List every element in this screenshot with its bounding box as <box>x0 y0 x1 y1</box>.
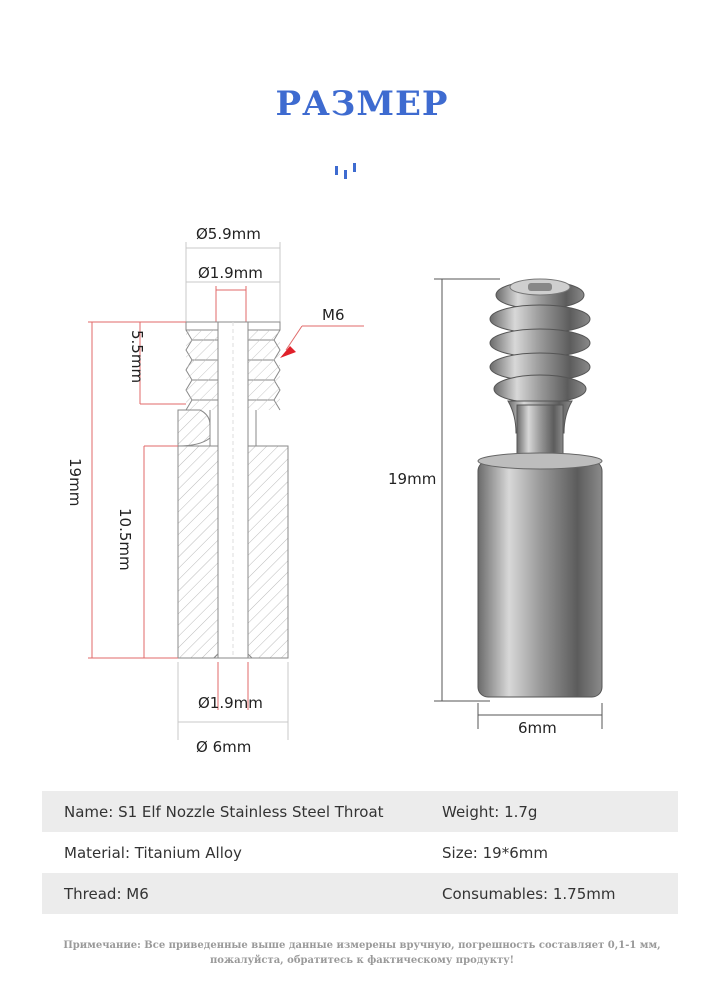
specs-table <box>42 791 678 914</box>
disclaimer-note <box>20 938 704 968</box>
dim-bottom-outer-label: Ø 6mm <box>196 738 252 756</box>
disclaimer-line-2: пожалуйста, обратитесь к фактическому продукту! <box>209 955 515 966</box>
photo-body <box>478 453 602 697</box>
dim-bottom-inner-label: Ø1.9mm <box>198 694 263 712</box>
dim-thread-length-label: 5.5mm <box>128 330 146 384</box>
page-title: РАЗМЕР <box>275 84 449 124</box>
spec-material: Material: Titanium Alloy <box>64 843 242 862</box>
spec-row <box>42 832 678 873</box>
dim-total-length-label: 19mm <box>66 458 84 507</box>
spec-name: Name: S1 Elf Nozzle Stainless Steel Throat <box>64 802 384 821</box>
spec-weight: Weight: 1.7g <box>442 802 538 821</box>
photo-width-label: 6mm <box>518 719 557 737</box>
spec-consumables: Consumables: 1.75mm <box>442 884 616 903</box>
spec-thread: Thread: M6 <box>64 884 149 903</box>
spec-row <box>42 873 678 914</box>
spec-size: Size: 19*6mm <box>442 843 548 862</box>
spec-row <box>42 791 678 832</box>
thread-head <box>490 279 590 403</box>
disclaimer-line-1: Примечание: Все приведенные выше данные измерены вручную, погрешность составляет 0,1-1 мм, <box>63 940 661 951</box>
dim-body-length-label: 10.5mm <box>116 508 134 571</box>
technical-drawing <box>50 210 380 770</box>
product-photo <box>380 255 620 745</box>
dim-top-inner-label: Ø1.9mm <box>198 264 263 282</box>
photo-height-label: 19mm <box>388 470 437 488</box>
dim-thread-label: M6 <box>322 306 345 324</box>
dim-top-outer-label: Ø5.9mm <box>196 225 261 243</box>
